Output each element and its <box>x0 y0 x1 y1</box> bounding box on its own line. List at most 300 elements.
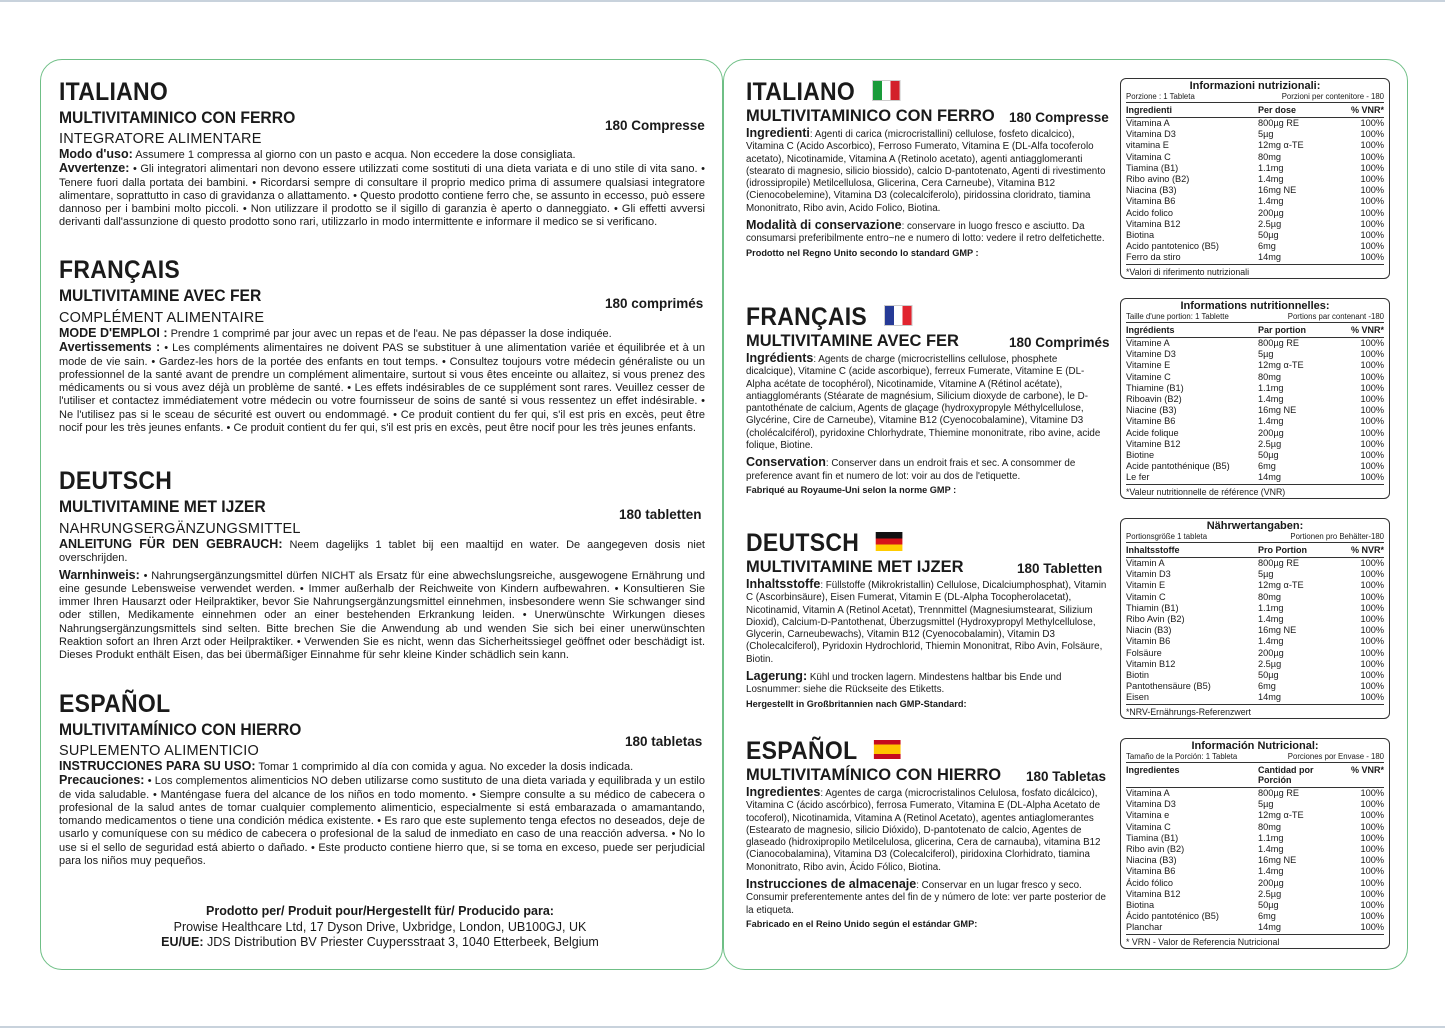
table-footnote: * VRN - Valor de Referencia Nutricional <box>1126 934 1384 948</box>
nutrient-name: Eisen <box>1126 692 1149 703</box>
gmp-note: Hergestellt in Großbritannien nach GMP-Standard: <box>746 698 967 709</box>
nutrition-table-title: Informazioni nutrizionali: <box>1189 80 1321 92</box>
nutrient-name: Ácido pantoténico (B5) <box>1126 911 1219 922</box>
storage-text: : conservare in luogo fresco e asciutto. Da consumarsi preferibilmente entro~ne e numero di lotto: vedere il retro delfetichette. <box>746 221 1105 245</box>
column-header: % VNR* <box>1350 325 1384 335</box>
serving-size: Portionsgröße 1 tableta <box>1126 532 1208 541</box>
nutrient-amount: 50µg <box>1258 230 1279 241</box>
column-header: Ingredientes <box>1126 765 1180 775</box>
right-section-deutsch <box>746 529 1108 709</box>
tablet-count: 180 Compresse <box>605 118 705 133</box>
manufacturer-heading: Prodotto per/ Produit pour/Hergestellt für/ Producido para: <box>206 904 554 918</box>
nutrient-name: Niacin (B3) <box>1126 625 1172 636</box>
warning-label: Warnhinweis: <box>59 567 140 582</box>
nutrient-name: Folsäure <box>1126 647 1162 658</box>
usage-label: INSTRUCCIONES PARA SU USO: <box>59 759 256 773</box>
nutrient-name: Vitamina B12 <box>1126 218 1181 229</box>
column-header: % VNR* <box>1350 105 1384 115</box>
nutrient-nrv: 100% <box>1360 349 1384 360</box>
nutrient-name: Tiamina (B1) <box>1126 832 1179 843</box>
nutrient-nrv: 100% <box>1360 866 1384 877</box>
table-row <box>1126 405 1384 416</box>
top-edge-line <box>0 0 1445 2</box>
nutrient-nrv: 100% <box>1360 174 1384 185</box>
nutrient-amount: 800µg RE <box>1258 338 1300 348</box>
nutrient-amount: 200µg <box>1258 877 1284 888</box>
nutrient-amount: 80mg <box>1258 371 1281 382</box>
table-row <box>1126 252 1384 263</box>
product-name: MULTIVITAMÍNICO CON HIERRO <box>59 721 302 739</box>
nutrient-nrv: 100% <box>1360 450 1384 461</box>
table-row <box>1126 428 1384 439</box>
nutrient-nrv: 100% <box>1360 855 1384 866</box>
nutrient-nrv: 100% <box>1360 230 1384 241</box>
nutrient-nrv: 100% <box>1360 394 1384 405</box>
nutrient-amount: 80mg <box>1258 151 1281 162</box>
nutrient-name: Vitamina D3 <box>1126 799 1176 810</box>
nutrient-nrv: 100% <box>1360 888 1384 899</box>
nutrient-nrv: 100% <box>1360 692 1384 703</box>
nutrient-name: Vitamina A <box>1126 788 1170 798</box>
table-row <box>1126 219 1384 230</box>
tablet-count: 180 Compresse <box>1009 110 1109 125</box>
left-section-deutsch <box>59 467 705 663</box>
tablet-count: 180 tabletas <box>625 734 703 749</box>
manufacturer-address: Prowise Healthcare Ltd, 17 Dyson Drive, Uxbridge, London, UB100GJ, UK <box>173 919 587 934</box>
ingredients-label: Inhaltsstoffe <box>746 577 821 591</box>
ingredients-text: : Agenti di carica (microcristallini) cellulose, fosfeto dicalcico), Vitamina C (Acido Ascorbico), Ferroso Fumerato, Vitamina E (DL-Alfa tocoferolo acetato), Nicotinamide, Vitamina A (Retinolo acetato), agenti antiagglomeranti (stearato di magnesio, silicio biossido), calcio D-pantotenato, Agenti di rivestimento (idrossipropile) Metilcellulosa, Glicerina, Cera Carneube), Vitamina B12 (Cienocobelemine), Vitamina D3 (colecalciferolo), piridossina cloridrato, tiamina Mononitrato, Ribo avin, Acido Folico, Biotina. <box>746 129 1106 214</box>
nutrient-name: Vitamin B12 <box>1126 658 1176 669</box>
nutrient-name: Vitamine B12 <box>1126 438 1181 449</box>
nutrient-nrv: 100% <box>1360 569 1384 580</box>
table-row <box>1126 185 1384 196</box>
serving-info <box>1126 532 1384 543</box>
nutrient-amount: 6mg <box>1258 461 1276 472</box>
nutrient-name: Biotina <box>1126 900 1155 911</box>
nutrient-nrv: 100% <box>1360 185 1384 196</box>
nutrient-amount: 50µg <box>1258 670 1279 681</box>
nutrient-name: Vitamina B12 <box>1126 888 1181 899</box>
nutrient-name: Niacina (B3) <box>1126 855 1177 866</box>
nutrient-amount: 6mg <box>1258 911 1276 922</box>
right-section-espanol <box>746 737 1108 929</box>
table-row <box>1126 163 1384 174</box>
nutrient-nrv: 100% <box>1360 658 1384 669</box>
language-heading: DEUTSCH <box>59 467 173 495</box>
ingredients-text: : Agents de charge (microcristellins cellulose, phosphete dicalcique), Vitamine C (acide ascorbique), ferreux Fumerate, Vitamine E (DL-Alpha acétate de tocophérol), Nicotinamide, Vitamine A (Rétinol acétate), antiagglomérants (Stéarate de magnésium, Silicium dioxyde de carbone), le D-pantothénate de calcium, Agents de glaçage (hydroxypropyle Méthylcellulose, Glycérine, Cire de Carneube), Vitamine B12 (Cyenocobalamine), Vitamine D3 (cholécalciférol), pyridoxine Chlorhydrate, Thiemine mononitrate, ribo avine, acide folique, Biotine. <box>746 354 1101 452</box>
table-row <box>1126 569 1384 580</box>
table-row <box>1126 152 1384 163</box>
nutrient-amount: 1.1mg <box>1258 832 1284 843</box>
warning-label: Precauciones: <box>59 773 145 788</box>
nutrient-nrv: 100% <box>1360 196 1384 207</box>
nutrient-nrv: 100% <box>1360 427 1384 438</box>
table-row <box>1126 692 1384 703</box>
nutrient-name: Niacine (B3) <box>1126 405 1177 416</box>
nutrient-amount: 2.5µg <box>1258 888 1282 899</box>
table-row <box>1126 900 1384 911</box>
table-header <box>1126 763 1384 788</box>
table-footnote: *NRV-Ernährungs-Referenzwert <box>1126 704 1384 718</box>
table-row <box>1126 580 1384 591</box>
nutrient-amount: 6mg <box>1258 241 1276 252</box>
left-section-francais <box>59 256 705 435</box>
nutrient-amount: 800µg RE <box>1258 118 1300 128</box>
table-row <box>1126 394 1384 405</box>
nutrient-name: Vitamine B6 <box>1126 416 1176 427</box>
nutrient-amount: 1.4mg <box>1258 866 1284 877</box>
nutrition-table <box>1120 298 1390 499</box>
warning-text: • Les compléments alimentaires ne doivent PAS se substituer à une alimentation variée et équilibrée et à un mode de vie sain. • Gardez-les hors de la portée des enfants en tout temps. • Consultez toujours votre médecin généraliste ou un professionnel de la santé avant de prendre un complément alimentaire, surtout si vous êtes enceinte ou allaitez, si vous prenez des médicaments ou si vous avez déjà un problème de santé. • Les effets indésirables de ce supplément sont rares. Veuillez cesser de l'utiliser et contactez immédiatement votre médecin ou votre fournisseur de soins de santé si vous ressentez un effet indésirable. • Ne l'utilisez pas si le sceau de sécurité est ouvert ou endommagé. • Ce produit contient du fer qui, s'il est pris en excès, peut être nocif pour les très jeunes enfants. • Ce produit contient du fer qui, s'il est pris en excès, peut être nocif pour les très jeunes enfants. <box>59 342 705 435</box>
ingredients-label: Ingrédients <box>746 351 814 365</box>
storage-label: Conservation <box>746 455 826 470</box>
tablet-count: 180 Comprimés <box>1009 335 1110 350</box>
nutrient-name: Vitamine A <box>1126 338 1170 348</box>
nutrient-name: Niacina (B3) <box>1126 185 1177 196</box>
nutrient-name: Vitamin A <box>1126 558 1165 568</box>
nutrient-nrv: 100% <box>1360 788 1384 798</box>
table-row <box>1126 833 1384 844</box>
usage-label: MODE D'EMPLOI : <box>59 326 168 340</box>
table-row <box>1126 416 1384 427</box>
right-section-italiano <box>746 78 1108 258</box>
nutrient-amount: 16mg NE <box>1258 625 1297 636</box>
ingredients-text: : Agentes de carga (microcristalinos Celulosa, fosfato dicálcico), Vitamina C (ácido ascórbico), ferrosa Fumerato, Vitamina E (DL-Alpha Acetato de tocoferol), Nicotinamida, Vitamina A (Retinol Acetato), agentes antiaglomerantes (Estearato de magnesio, silicio Dióxido), D-pantotenato de calcio, Agentes de glaseado (hidroxipropilo Metilcelulosa, glicerina, Cera de carnauba), vitamina B12 (Cianocobalamina), Vitamina D3 (Colecalciferol), piridoxina Clorhidrato, tiamina Mononitrato, Ribo avin, Ácido Fólico, Biotina. <box>746 788 1101 873</box>
product-category: INTEGRATORE ALIMENTARE <box>59 131 262 147</box>
nutrient-nrv: 100% <box>1360 900 1384 911</box>
usage-text: Prendre 1 comprimé par jour avec un repas et de l'eau. Ne pas dépasser la dose indiquée. <box>170 328 612 340</box>
nutrient-nrv: 100% <box>1360 911 1384 922</box>
nutrient-amount: 1.4mg <box>1258 394 1284 405</box>
column-header: Ingredienti <box>1126 105 1173 115</box>
usage-text: Assumere 1 compressa al giorno con un pasto e acqua. Non eccedere la dose consigliata. <box>135 149 576 161</box>
table-row <box>1126 349 1384 360</box>
warning-text: • Nahrungsergänzungsmittel dürfen NICHT als Ersatz für eine abwechslungsreiche, ausgewogene Ernährung und eine gesunde Lebensweise verwendet werden. • Immer außerhalb der Reichweite von Kindern aufbewahren. • Konsultieren Sie immer Ihren Hausarzt oder Heilpraktiker, bevor Sie Nahrungsergänzungsmittel einnehmen, insbesondere wenn Sie schwanger sind oder stillen, Medikamente einnehmen oder an einer bestehenden Erkrankung leiden. • Unerwünschte Wirkungen dieses Nahrungsergänzungsmittels sind selten. Bitte brechen Sie die Anwendung ab und wenden Sie sich bei einer unerwünschten Reaktion sofort an Ihren Arzt oder Heilpraktiker. • Verwenden Sie es nicht, wenn das Sicherheitssiegel geöffnet oder beschädigt ist. Dieses Produkt enthält Eisen, das bei übermäßiger Einnahme für sehr kleine Kinder schädlich sein kann. <box>59 569 705 662</box>
table-row <box>1126 855 1384 866</box>
nutrient-amount: 2.5µg <box>1258 658 1282 669</box>
nutrient-name: Vitamina C <box>1126 151 1171 162</box>
nutrient-name: Vitamina e <box>1126 810 1170 821</box>
nutrient-nrv: 100% <box>1360 810 1384 821</box>
table-row <box>1126 118 1384 129</box>
nutrition-table-title: Información Nutricional: <box>1191 740 1319 752</box>
table-row <box>1126 439 1384 450</box>
warning-text: • Los complementos alimenticios NO deben utilizarse como sustituto de una dieta variada y equilibrada y un estilo de vida saludable. • Manténgase fuera del alcance de los niños en todo momento. • Siempre consulte a su médico de cabecera o profesional de la salud antes de tomar cualquier complemento alimenticio, especialmente si está embarazada o amamantando, tomando medicamentos o tiene una condición médica existente. • Es raro que este suplemento tenga efectos no deseados, deje de usarlo y comuníquese con su médico de cabecera o profesional de la salud de inmediato en caso de una reacción adversa. • No lo use si el sello de seguridad está abierto o dañado. • Este producto contiene hierro que, si se toma en exceso, puede ser perjudicial para los niños muy pequeños. <box>59 775 705 868</box>
warning-label: Avertissements : <box>59 340 161 355</box>
nutrient-name: Vitamina D3 <box>1126 129 1176 140</box>
tablet-count: 180 Tabletten <box>1017 561 1103 576</box>
table-row <box>1126 659 1384 670</box>
nutrient-amount: 12mg α-TE <box>1258 580 1304 591</box>
product-name: MULTIVITAMINE MET IJZER <box>59 498 266 516</box>
table-row <box>1126 636 1384 647</box>
serving-size: Taille d'une portion: 1 Tablette <box>1126 312 1229 321</box>
column-header: Inhaltsstoffe <box>1126 545 1180 555</box>
table-row <box>1126 472 1384 483</box>
nutrient-amount: 50µg <box>1258 450 1279 461</box>
column-header: Par portion <box>1258 325 1307 335</box>
nutrient-nrv: 100% <box>1360 129 1384 140</box>
nutrient-amount: 14mg <box>1258 692 1281 703</box>
table-row <box>1126 911 1384 922</box>
column-header: Pro Portion <box>1258 545 1307 555</box>
table-row <box>1126 174 1384 185</box>
language-heading: FRANÇAIS <box>746 303 868 331</box>
table-row <box>1126 799 1384 810</box>
nutrient-amount: 5µg <box>1258 799 1274 810</box>
storage-label: Modalità di conservazione <box>746 218 902 233</box>
nutrition-table <box>1120 78 1390 279</box>
nutrition-table <box>1120 518 1390 719</box>
nutrient-amount: 14mg <box>1258 922 1281 933</box>
nutrient-nrv: 100% <box>1360 821 1384 832</box>
storage-label: Lagerung: <box>746 669 808 684</box>
servings-per-container: Portionen pro Behälter-180 <box>1290 532 1384 541</box>
language-heading: ITALIANO <box>59 78 169 106</box>
serving-info <box>1126 92 1384 103</box>
table-row <box>1126 614 1384 625</box>
table-row <box>1126 810 1384 821</box>
nutrient-nrv: 100% <box>1360 382 1384 393</box>
nutrient-nrv: 100% <box>1360 670 1384 681</box>
nutrient-name: Vitamin E <box>1126 580 1166 591</box>
italy-flag-icon <box>872 80 901 101</box>
nutrient-nrv: 100% <box>1360 647 1384 658</box>
table-row <box>1126 681 1384 692</box>
ingredients-label: Ingredientes <box>746 785 821 799</box>
eu-label: EU/UE: <box>161 935 204 949</box>
product-name: MULTIVITAMINE MET IJZER <box>746 558 964 576</box>
nutrient-nrv: 100% <box>1360 614 1384 625</box>
nutrient-amount: 12mg α-TE <box>1258 360 1304 371</box>
nutrient-amount: 14mg <box>1258 472 1281 483</box>
product-name: MULTIVITAMINICO CON FERRO <box>59 109 296 127</box>
usage-text: Neem dagelijks 1 tablet bij een maaltijd en water. De aangegeven dosis niet overschrijden. <box>59 539 705 565</box>
nutrient-name: Vitamina A <box>1126 118 1170 128</box>
nutrient-name: Vitamin B6 <box>1126 636 1171 647</box>
table-footnote: *Valori di riferimento nutrizionali <box>1126 264 1384 278</box>
nutrient-amount: 2.5µg <box>1258 438 1282 449</box>
table-row <box>1126 866 1384 877</box>
nutrient-nrv: 100% <box>1360 151 1384 162</box>
table-row <box>1126 648 1384 659</box>
table-row <box>1126 450 1384 461</box>
nutrient-nrv: 100% <box>1360 207 1384 218</box>
nutrient-name: Vitamina B6 <box>1126 196 1176 207</box>
nutrient-nrv: 100% <box>1360 799 1384 810</box>
language-heading: DEUTSCH <box>746 529 860 557</box>
table-row <box>1126 129 1384 140</box>
nutrient-amount: 5µg <box>1258 129 1274 140</box>
nutrient-name: Acido pantotenico (B5) <box>1126 241 1219 252</box>
nutrient-nrv: 100% <box>1360 602 1384 613</box>
nutrient-nrv: 100% <box>1360 636 1384 647</box>
ingredients-text: : Füllstoffe (Mikrokristallin) Cellulose, Dicalciumphosphat), Vitamin C (Ascorbinsäure), Eisen Fumerat, Vitamin E (DL-Alpha Tocopherolacetat), Nicotinamid, Vitamin A (Retinol Acetat), Trennmittel (Magnesiumstearat, Silizium Dioxid), Calcium-D-Pantothenat, Überzugsmittel (Hydroxypropyl Methylcellulose, Glycerin, Carneubewachs), Vitamin B12 (Cyenocobalamin), Vitamin D3 (Cholecalciferol), Pyridoxin Hydrochlorid, Thiemin Mononitrat, Ribo Avin, Folsäure, Biotin. <box>746 580 1107 665</box>
table-row <box>1126 670 1384 681</box>
nutrient-amount: 1.1mg <box>1258 602 1284 613</box>
nutrient-name: Le fer <box>1126 472 1150 483</box>
nutrient-amount: 12mg α-TE <box>1258 140 1304 151</box>
nutrient-name: Biotin <box>1126 670 1149 681</box>
storage-text: : Conservar en un lugar fresco y seco. Consumir preferentemente antes del fin de y número de lote: ver parte posterior de la etiqueta. <box>746 880 1106 916</box>
nutrient-name: Ribo Avin (B2) <box>1126 614 1185 625</box>
gmp-note: Prodotto nel Regno Unito secondo lo standard GMP : <box>746 247 979 258</box>
nutrition-table-title: Nährwertangaben: <box>1206 520 1304 532</box>
spain-flag-icon <box>874 740 901 759</box>
nutrient-nrv: 100% <box>1360 558 1384 568</box>
nutrient-amount: 16mg NE <box>1258 855 1297 866</box>
servings-per-container: Portions par contenant -180 <box>1287 312 1384 321</box>
usage-text: Tomar 1 comprimido al día con comida y agua. No exceder la dosis indicada. <box>258 761 634 773</box>
table-row <box>1126 922 1384 933</box>
nutrient-name: Vitamine E <box>1126 360 1171 371</box>
table-row <box>1126 383 1384 394</box>
nutrient-amount: 800µg RE <box>1258 788 1300 798</box>
nutrient-amount: 800µg RE <box>1258 558 1300 568</box>
product-name: MULTIVITAMINE AVEC FER <box>59 287 262 305</box>
table-row <box>1126 788 1384 799</box>
table-row <box>1126 844 1384 855</box>
nutrient-name: Biotine <box>1126 450 1155 461</box>
product-category: COMPLÉMENT ALIMENTAIRE <box>59 310 265 326</box>
warning-label: Avvertenze: <box>59 161 130 176</box>
nutrient-name: Biotina <box>1126 230 1155 241</box>
nutrient-name: Vitamina B6 <box>1126 866 1176 877</box>
usage-label: Modo d'uso: <box>59 147 133 161</box>
product-category: NAHRUNGSERGÄNZUNGSMITTEL <box>59 521 301 537</box>
language-heading: ESPAÑOL <box>746 737 858 765</box>
nutrition-table-title: Informations nutritionnelles: <box>1180 300 1330 312</box>
nutrient-name: Ácido fólico <box>1126 877 1173 888</box>
table-row <box>1126 140 1384 151</box>
table-row <box>1126 461 1384 472</box>
table-row <box>1126 241 1384 252</box>
nutrient-name: Vitamine C <box>1126 371 1171 382</box>
product-name: MULTIVITAMINICO CON FERRO <box>746 107 995 125</box>
nutrient-name: Ferro da stiro <box>1126 252 1181 263</box>
table-row <box>1126 338 1384 349</box>
language-heading: ITALIANO <box>746 78 856 106</box>
nutrient-amount: 200µg <box>1258 427 1284 438</box>
table-row <box>1126 889 1384 900</box>
ingredients-label: Ingredienti <box>746 126 810 140</box>
nutrient-name: vitamina E <box>1126 140 1169 151</box>
nutrient-amount: 5µg <box>1258 349 1274 360</box>
nutrient-amount: 5µg <box>1258 569 1274 580</box>
nutrient-amount: 12mg α-TE <box>1258 810 1304 821</box>
gmp-note: Fabricado en el Reino Unido según el estándar GMP: <box>746 918 978 929</box>
nutrient-amount: 16mg NE <box>1258 405 1297 416</box>
product-category: SUPLEMENTO ALIMENTICIO <box>59 743 259 759</box>
nutrition-table <box>1120 738 1390 949</box>
nutrient-name: Ribo avin (B2) <box>1126 844 1185 855</box>
table-header <box>1126 543 1384 558</box>
nutrient-amount: 16mg NE <box>1258 185 1297 196</box>
table-row <box>1126 822 1384 833</box>
nutrient-name: Tiamina (B1) <box>1126 162 1179 173</box>
product-name: MULTIVITAMÍNICO CON HIERRO <box>746 766 1002 784</box>
nutrient-amount: 14mg <box>1258 252 1281 263</box>
storage-label: Instrucciones de almacenaje <box>746 877 917 892</box>
nutrient-amount: 6mg <box>1258 681 1276 692</box>
nutrient-nrv: 100% <box>1360 118 1384 128</box>
warning-text: • Gli integratori alimentari non devono essere utilizzati come sostituti di una dieta variata e di uno stile di vita sano. • Tenere fuori dalla portata dei bambini. • Ricordarsi sempre di consultare il proprio medico prima di assumere qualsiasi integratore alimentare, soprattutto in caso di gravidanza o allattamento. • Questo prodotto contiene ferro che, se assunto in eccesso, può essere dannoso per i bambini molto piccoli. • Non utilizzare il prodotto se il sigillo di garanzia è aperto o danneggiato. • Gli effetti avversi derivanti dall'assunzione di questo prodotto sono rari, utilizzarlo in modo intermittente e informare il medico se si verificano. <box>59 163 705 229</box>
nutrient-nrv: 100% <box>1360 338 1384 348</box>
nutrient-name: Acido folico <box>1126 207 1173 218</box>
nutrient-nrv: 100% <box>1360 140 1384 151</box>
nutrient-nrv: 100% <box>1360 877 1384 888</box>
nutrient-nrv: 100% <box>1360 922 1384 933</box>
nutrient-nrv: 100% <box>1360 405 1384 416</box>
nutrient-amount: 1.4mg <box>1258 174 1284 185</box>
storage-text: : Conserver dans un endroit frais et sec. A consommer de preference avant fin et numero de lot: voir au dos de l'etiquette. <box>746 458 1076 482</box>
nutrient-name: Vitamin C <box>1126 591 1166 602</box>
language-heading: ESPAÑOL <box>59 690 171 718</box>
nutrient-nrv: 100% <box>1360 580 1384 591</box>
nutrient-amount: 200µg <box>1258 647 1284 658</box>
column-header: Ingrédients <box>1126 325 1175 335</box>
nutrient-amount: 1.4mg <box>1258 844 1284 855</box>
nutrient-nrv: 100% <box>1360 252 1384 263</box>
nutrient-amount: 2.5µg <box>1258 218 1282 229</box>
column-header: % NVR* <box>1350 545 1384 555</box>
nutrient-nrv: 100% <box>1360 438 1384 449</box>
table-row <box>1126 208 1384 219</box>
table-header <box>1126 103 1384 118</box>
gmp-note: Fabriqué au Royaume-Uni selon la norme GMP : <box>746 484 957 495</box>
nutrient-nrv: 100% <box>1360 241 1384 252</box>
nutrient-amount: 1.1mg <box>1258 162 1284 173</box>
language-heading: FRANÇAIS <box>59 256 181 284</box>
nutrient-name: Riboavin (B2) <box>1126 394 1182 405</box>
nutrient-nrv: 100% <box>1360 591 1384 602</box>
column-header: % VNR* <box>1350 765 1384 775</box>
table-row <box>1126 230 1384 241</box>
germany-flag-icon <box>876 532 903 551</box>
nutrient-name: Vitamine D3 <box>1126 349 1176 360</box>
nutrient-nrv: 100% <box>1360 832 1384 843</box>
product-name: MULTIVITAMINE AVEC FER <box>746 332 959 350</box>
table-row <box>1126 196 1384 207</box>
nutrient-name: Ribo avino (B2) <box>1126 174 1190 185</box>
nutrient-amount: 1.4mg <box>1258 196 1284 207</box>
serving-info <box>1126 752 1384 763</box>
left-section-italiano <box>59 78 705 230</box>
nutrient-nrv: 100% <box>1360 162 1384 173</box>
table-row <box>1126 878 1384 889</box>
nutrient-name: Thiamine (B1) <box>1126 382 1184 393</box>
nutrient-nrv: 100% <box>1360 371 1384 382</box>
france-flag-icon <box>884 305 913 326</box>
nutrient-nrv: 100% <box>1360 360 1384 371</box>
table-row <box>1126 360 1384 371</box>
nutrient-amount: 1.4mg <box>1258 416 1284 427</box>
table-row <box>1126 558 1384 569</box>
nutrient-amount: 50µg <box>1258 900 1279 911</box>
usage-label: ANLEITUNG FÜR DEN GEBRAUCH: <box>59 537 283 551</box>
nutrient-name: Acide pantothénique (B5) <box>1126 461 1230 472</box>
tablet-count: 180 comprimés <box>605 296 704 311</box>
serving-info <box>1126 312 1384 323</box>
table-row <box>1126 603 1384 614</box>
nutrient-name: Vitamina C <box>1126 821 1171 832</box>
table-footnote: *Valeur nutritionnelle de référence (VNR) <box>1126 484 1384 498</box>
nutrient-amount: 80mg <box>1258 821 1281 832</box>
nutrient-name: Pantothensäure (B5) <box>1126 681 1211 692</box>
nutrient-name: Vitamin D3 <box>1126 569 1171 580</box>
table-row <box>1126 372 1384 383</box>
nutrient-nrv: 100% <box>1360 681 1384 692</box>
